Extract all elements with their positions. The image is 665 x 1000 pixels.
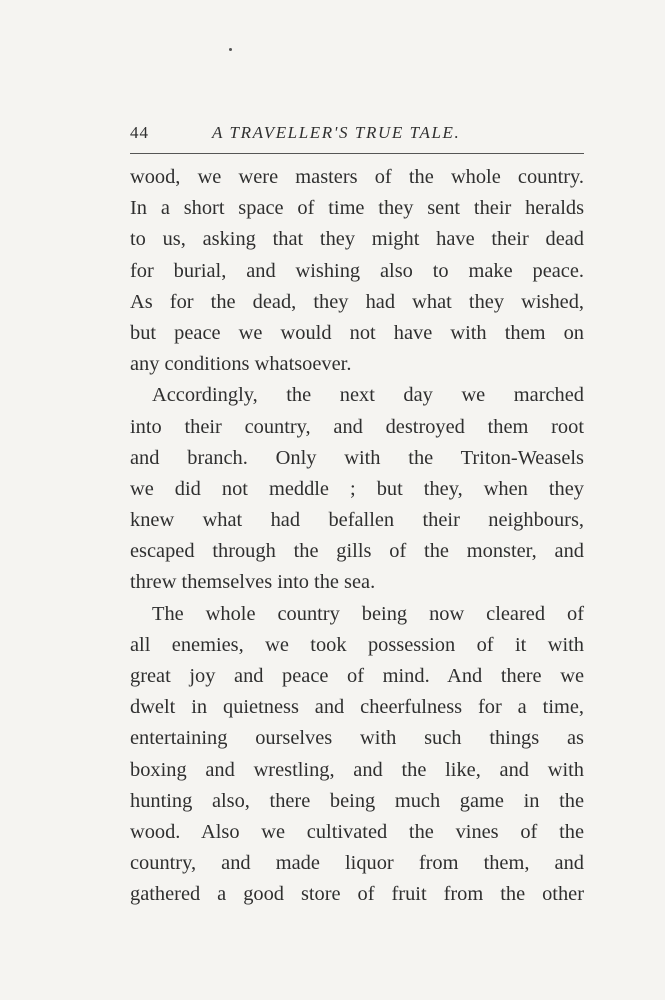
- text-line: gathered a good store of fruit from the other: [130, 883, 584, 906]
- text-line: wood. Also we cultivated the vines of the: [130, 820, 584, 843]
- text-line: we did not meddle ; but they, when they: [130, 477, 584, 500]
- paragraph-1: [130, 162, 584, 380]
- page-number: 44: [130, 123, 149, 142]
- text-line: In a short space of time they sent their heralds: [130, 197, 584, 220]
- text-line: Accordingly, the next day we marched: [152, 384, 584, 407]
- text-line: but peace we would not have with them on: [130, 321, 584, 344]
- text-line: into their country, and destroyed them root: [130, 415, 584, 438]
- page-header: [130, 120, 584, 146]
- paragraph-3: [130, 599, 584, 911]
- text-line: all enemies, we took possession of it with: [130, 633, 584, 656]
- running-title: A TRAVELLER'S TRUE TALE.: [212, 123, 461, 142]
- text-line: for burial, and wishing also to make peace.: [130, 259, 584, 282]
- text-line: to us, asking that they might have their dead: [130, 228, 584, 251]
- text-line: great joy and peace of mind. And there we: [130, 665, 584, 687]
- text-line: country, and made liquor from them, and: [130, 852, 584, 875]
- header-rule: [130, 153, 584, 154]
- body-text: [130, 162, 584, 911]
- text-line: escaped through the gills of the monster, and: [130, 540, 584, 563]
- text-line: As for the dead, they had what they wished,: [130, 290, 584, 313]
- text-line: any conditions whatsoever.: [130, 353, 352, 376]
- text-line: threw themselves into the sea.: [130, 571, 376, 594]
- text-line: entertaining ourselves with such things as: [130, 727, 584, 750]
- text-line: wood, we were masters of the whole country.: [130, 166, 584, 188]
- text-line: and branch. Only with the Triton-Weasels: [130, 446, 584, 469]
- ink-speck: [229, 48, 232, 51]
- text-line: hunting also, there being much game in the: [130, 789, 584, 812]
- paragraph-2: [130, 380, 584, 598]
- text-line: dwelt in quietness and cheerfulness for a time,: [130, 696, 584, 719]
- text-line: The whole country being now cleared of: [152, 602, 584, 625]
- text-line: boxing and wrestling, and the like, and with: [130, 758, 584, 781]
- text-line: knew what had befallen their neighbours,: [130, 509, 584, 532]
